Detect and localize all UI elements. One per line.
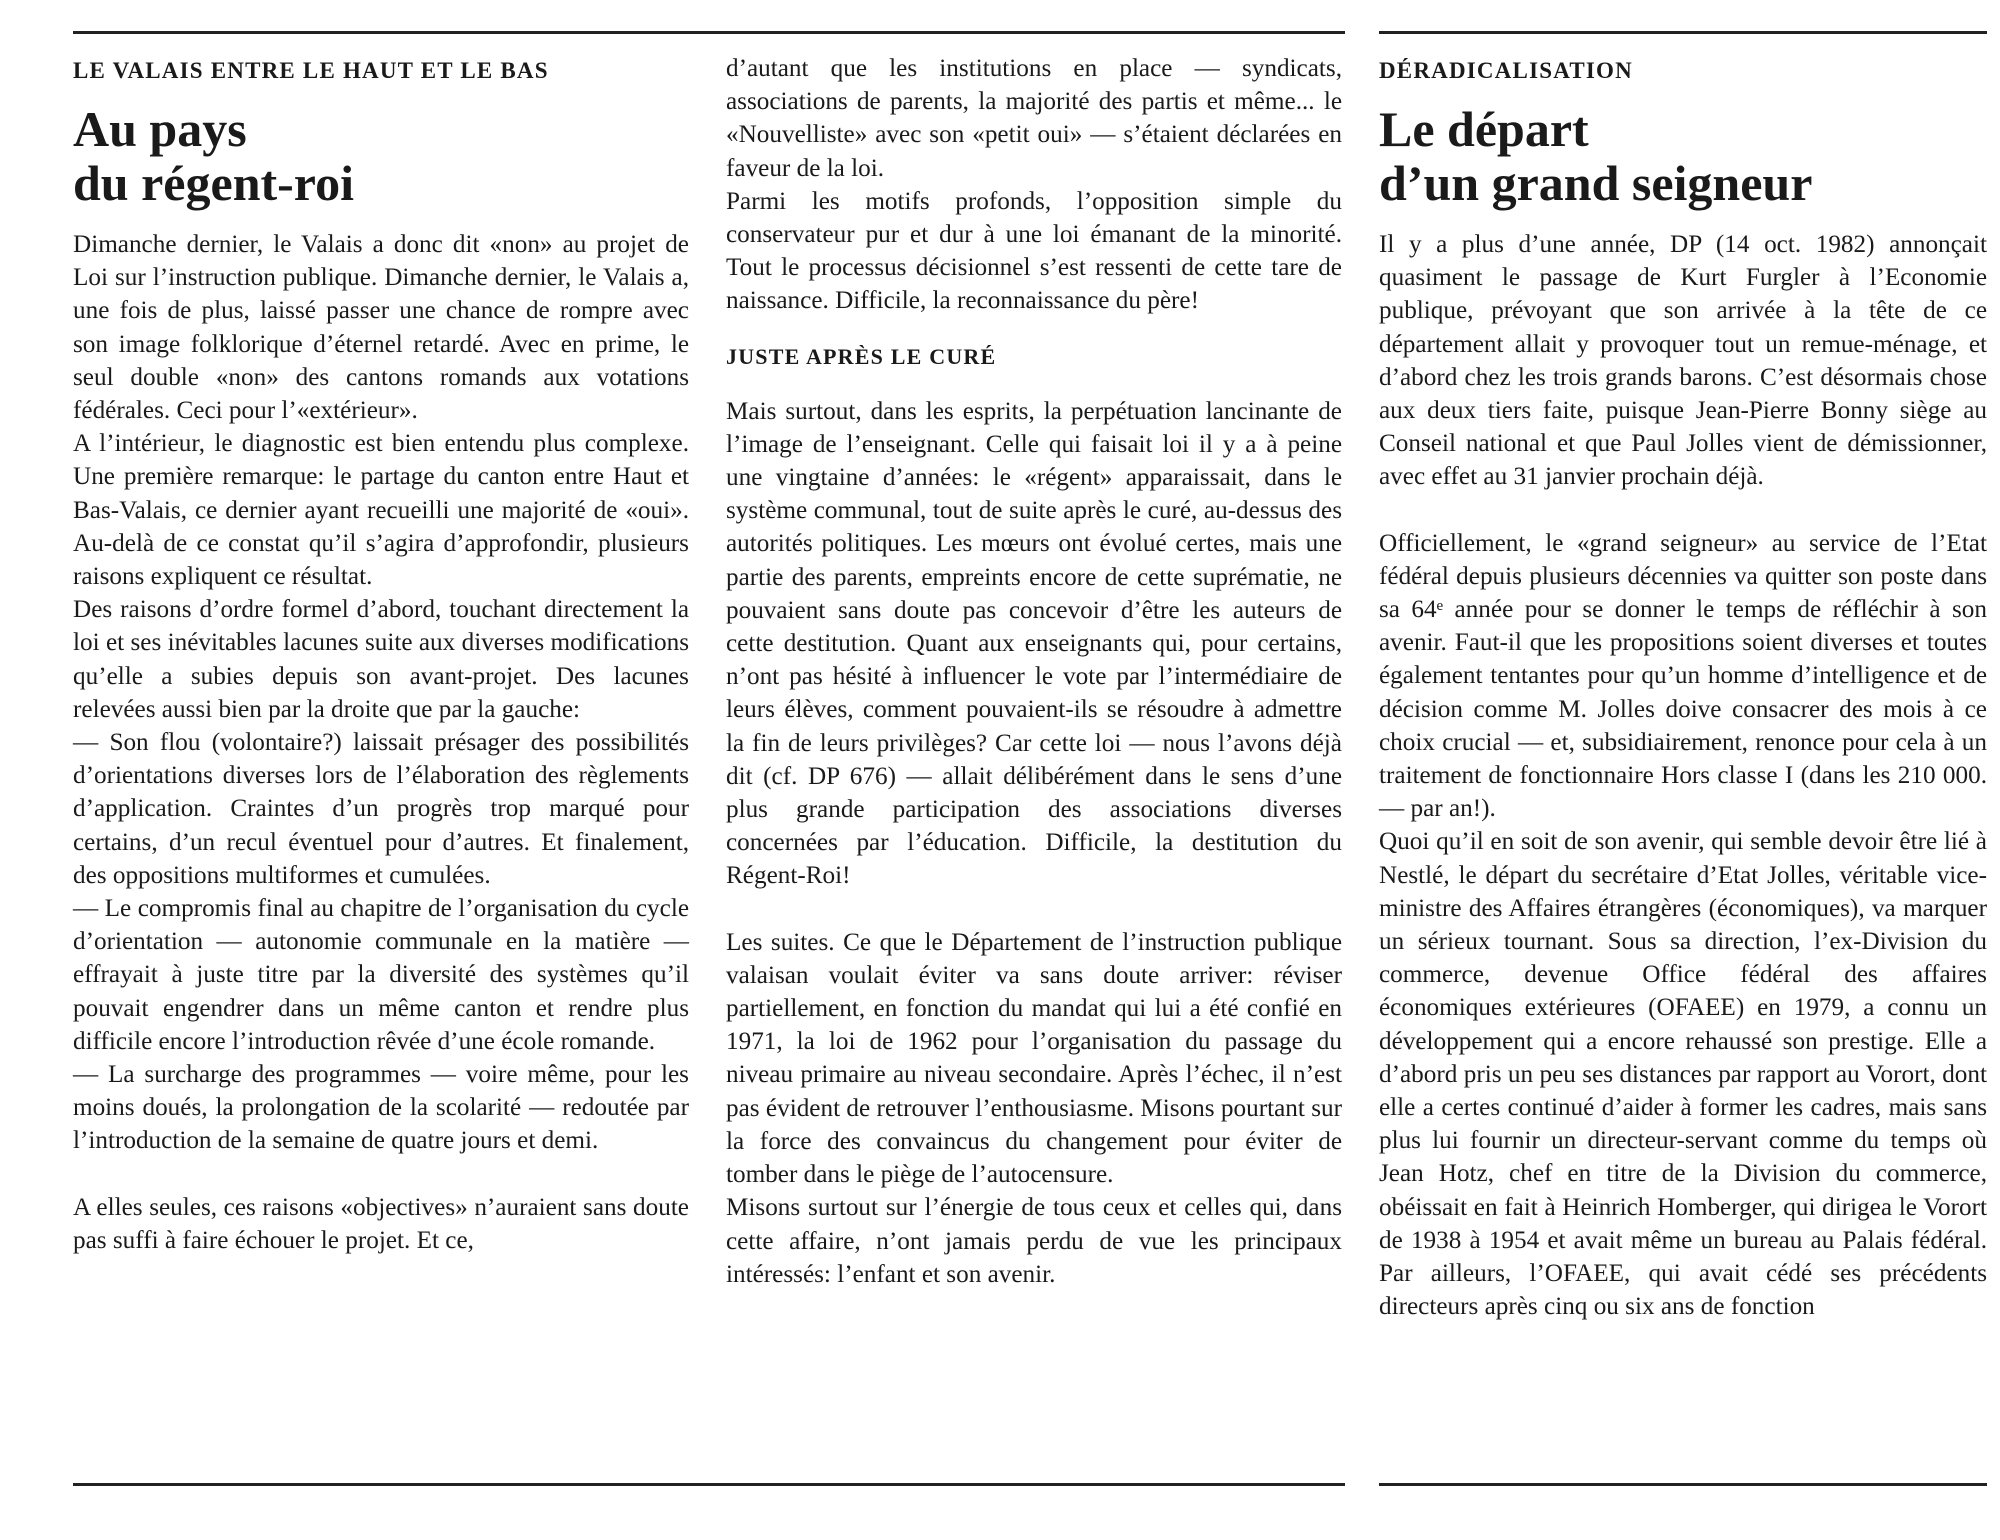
middle-subhead: JUSTE APRÈS LE CURÉ bbox=[726, 343, 997, 369]
middle-paragraph: Parmi les motifs profonds, l’opposition simple du conservateur pur et dur à une loi émanant de la minorité. Tout le processus décisionnel s’est ressenti de cette tare de naissance. Difficile, la reconnaissance du père! bbox=[726, 187, 1342, 315]
right-paragraph: Quoi qu’il en soit de son avenir, qui semble devoir être lié à Nestlé, le départ du secrétaire d’Etat Jolles, véritable vice-ministre des Affaires étrangères (économiques), va marquer un sérieux tournant. Sous sa direction, l’ex-Division du commerce, devenue Office fédéral des affaires économiques extérieures (OFAEE) en 1979, a connu un développement qui a encore rehaussé son prestige. Elle a d’abord pris un peu ses distances par rapport au Vorort, dont elle a certes continué d’aider à former les cadres, mais sans plus lui fournir un directeur-servant comme du temps où Jean Hotz, chef en titre de la Division du commerce, obéissait en fait à Heinrich Homberger, qui dirigea le Vorort de 1938 à 1954 et avait même un bureau au Palais fédéral. Par ailleurs, l’OFAEE, qui avait cédé ses précédents directeurs après cinq ou six ans de fonction bbox=[1379, 828, 1987, 1321]
left-paragraph: A l’intérieur, le diagnostic est bien entendu plus complexe. Une première remarque: le partage du canton entre Haut et Bas-Valais, ce dernier ayant recueilli une majorité de «oui». Au-delà de ce constat qu’il s’agira d’approfondir, plusieurs raisons expliquent ce résultat. bbox=[73, 430, 689, 591]
left-kicker: LE VALAIS ENTRE LE HAUT ET LE BAS bbox=[73, 58, 549, 83]
top-rule-right bbox=[1379, 31, 1987, 34]
left-title-line2: du régent-roi bbox=[73, 155, 354, 211]
left-paragraph: — La surcharge des programmes — voire même, pour les moins doués, la prolongation de la scolarité — redoutée par l’introduction de la semaine de quatre jours et demi. bbox=[73, 1061, 689, 1155]
left-article bbox=[73, 52, 689, 1257]
bottom-rule-left bbox=[73, 1483, 1345, 1486]
left-paragraph: Des raisons d’ordre formel d’abord, touchant directement la loi et ses inévitables lacunes suite aux diverses modifications qu’elle a subies depuis son avant-projet. Des lacunes relevées aussi bien par la droite que par la gauche: bbox=[73, 596, 689, 723]
middle-paragraph: d’autant que les institutions en place — syndicats, associations de parents, la majorité des partis et même... le «Nouvelliste» avec son «petit oui» — s’étaient déclarées en faveur de la loi. bbox=[726, 55, 1342, 182]
right-title-line2: d’un grand seigneur bbox=[1379, 155, 1813, 211]
left-paragraph: A elles seules, ces raisons «objectives» n’auraient sans doute pas suffi à faire échouer le projet. Et ce, bbox=[73, 1193, 689, 1254]
right-title bbox=[1379, 102, 1987, 210]
paragraph-spacer bbox=[73, 1158, 689, 1191]
left-paragraph: Dimanche dernier, le Valais a donc dit «non» au projet de Loi sur l’instruction publique. Dimanche dernier, le Valais a, une fois de plus, laissé passer une chance de rompre avec son image folklorique d’éternel retardé. Avec en prime, le seul double «non» des cantons romands aux votations fédérales. Ceci pour l’«extérieur». bbox=[73, 231, 689, 425]
middle-column bbox=[726, 52, 1342, 1291]
middle-paragraph: Mais surtout, dans les esprits, la perpétuation lancinante de l’image de l’enseignant. Celle qui faisait loi il y a à peine une vingtaine d’années: le «régent» apparaissait, dans le système communal, tout de suite après le curé, au-dessus des autorités politiques. Les mœurs ont évolué certes, mais une partie des parents, empreints encore de cette suprématie, ne pouvaient sans doute pas concevoir d’être les auteurs de cette destitution. Quant aux enseignants qui, pour certains, n’ont pas hésité à influencer le vote par l’intermédiaire de leurs élèves, comment pouvaient-ils se résoudre à admettre la fin de leurs privilèges? Car cette loi — nous l’avons déjà dit (cf. DP 676) — allait délibérément dans le sens d’une plus grande participation des associations diverses concernées par l’éducation. Difficile, la destitution du Régent-Roi! bbox=[726, 397, 1342, 890]
left-title bbox=[73, 102, 689, 210]
top-rule-left bbox=[73, 31, 1345, 34]
left-paragraph: — Son flou (volontaire?) laissait présager des possibilités d’orientations diverses lors de l’élaboration des règlements d’application. Craintes d’un progrès trop marqué pour certains, d’un recul éventuel pour d’autres. Et finalement, des oppositions multiformes et cumulées. bbox=[73, 729, 689, 889]
right-article bbox=[1379, 52, 1987, 1324]
paragraph-spacer bbox=[1379, 494, 1987, 527]
right-title-line1: Le départ bbox=[1379, 101, 1589, 157]
left-title-line1: Au pays bbox=[73, 101, 247, 157]
bottom-rule-right bbox=[1379, 1483, 1987, 1486]
right-paragraph: Il y a plus d’une année, DP (14 oct. 1982) annonçait quasiment le passage de Kurt Furgler à l’Economie publique, prévoyant que son arrivée à la tête de ce département allait y provoquer tout un remue-ménage, et d’abord chez les trois grands barons. C’est désormais chose aux deux tiers faite, puisque Jean-Pierre Bonny siège au Conseil national et que Paul Jolles vient de démissionner, avec effet au 31 janvier prochain déjà. bbox=[1379, 231, 1987, 491]
middle-paragraph: Les suites. Ce que le Département de l’instruction publique valaisan voulait éviter va sans doute arriver: réviser partiellement, en fonction du mandat qui lui a été confié en 1971, la loi de 1962 pour l’organisation du passage du niveau primaire au niveau secondaire. Après l’échec, il n’est pas évident de retrouver l’enthousiasme. Misons pourtant sur la force des convaincus du changement pour éviter de tomber dans le piège de l’autocensure. bbox=[726, 928, 1342, 1189]
right-kicker: DÉRADICALISATION bbox=[1379, 58, 1633, 83]
right-paragraph: Officiellement, le «grand seigneur» au service de l’Etat fédéral depuis plusieurs décennies va quitter son poste dans sa 64ᵉ année pour se donner le temps de réfléchir à son avenir. Faut-il que les propositions soient diverses et toutes également tentantes pour qu’un homme d’intelligence et de décision comme M. Jolles doive consacrer des mois à ce choix crucial — et, subsidiairement, renonce pour cela à un traitement de fonctionnaire Hors classe I (dans les 210 000.— par an!). bbox=[1379, 529, 1987, 823]
paragraph-spacer bbox=[726, 893, 1342, 926]
middle-paragraph: Misons surtout sur l’énergie de tous ceux et celles qui, dans cette affaire, n’ont jamais perdu de vue les principaux intéressés: l’enfant et son avenir. bbox=[726, 1194, 1342, 1288]
left-paragraph: — Le compromis final au chapitre de l’organisation du cycle d’orientation — autonomie communale en la matière — effrayait à juste titre par la diversité des systèmes qu’il pouvait engendrer dans un même canton et rendre plus difficile encore l’introduction rêvée d’une école romande. bbox=[73, 895, 689, 1055]
